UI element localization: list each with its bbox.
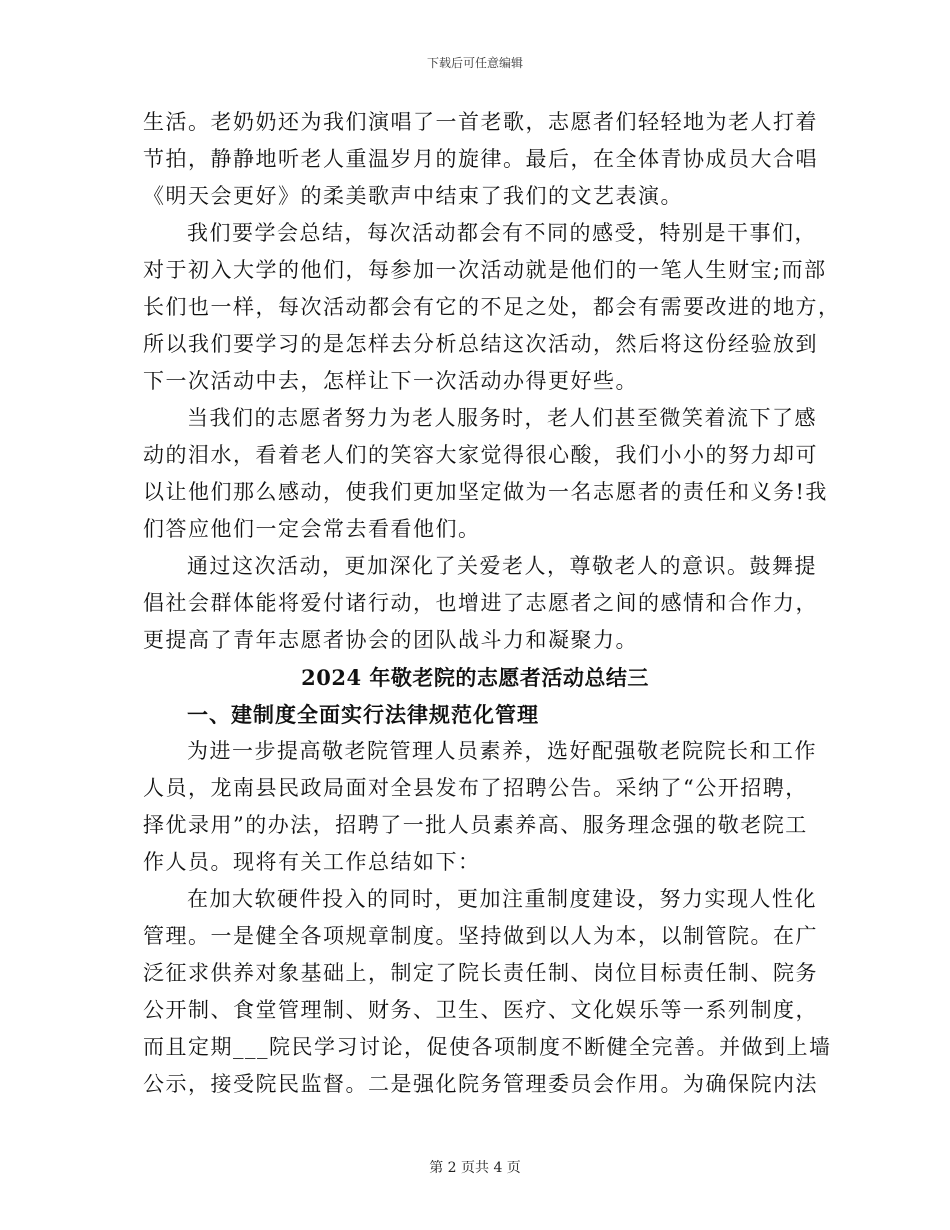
text-line: 节拍，静静地听老人重温岁月的旋律。最后，在全体青协成员大合唱 xyxy=(143,147,818,171)
text-line: 《明天会更好》的柔美歌声中结束了我们的文艺表演。 xyxy=(143,184,683,208)
section-title: 2024 年敬老院的志愿者活动总结三 xyxy=(301,665,649,690)
section-heading: 一、建制度全面实行法律规范化管理 xyxy=(187,702,539,727)
text-line: 更提高了青年志愿者协会的团队战斗力和凝聚力。 xyxy=(143,628,638,652)
text-line: 公示，接受院民监督。二是强化院务管理委员会作用。为确保院内法 xyxy=(143,1072,818,1096)
text-line: 择优录用”的办法，招聘了一批人员素养高、服务理念强的敬老院工 xyxy=(143,813,808,837)
text-line: 人员，龙南县民政局面对全县发布了招聘公告。采纳了“公开招聘， xyxy=(143,776,808,800)
text-line: 以让他们那么感动，使我们更加坚定做为一名志愿者的责任和义务!我 xyxy=(143,480,828,504)
text-line: 倡社会群体能将爱付诸行动，也增进了志愿者之间的感情和合作力， xyxy=(143,591,818,615)
text-line: 泛征求供养对象基础上，制定了院长责任制、岗位目标责任制、院务 xyxy=(143,961,818,985)
text-line: 管理。一是健全各项规章制度。坚持做到以人为本，以制管院。在广 xyxy=(143,924,818,948)
text-line: 我们要学会总结，每次活动都会有不同的感受，特别是干事们， xyxy=(187,221,817,245)
text-line: 对于初入大学的他们，每参加一次活动就是他们的一笔人生财宝;而部 xyxy=(143,258,827,282)
paragraph xyxy=(143,881,832,1103)
text-line: 当我们的志愿者努力为老人服务时，老人们甚至微笑着流下了感 xyxy=(187,406,817,430)
paragraph xyxy=(143,733,817,881)
text-line: 生活。老奶奶还为我们演唱了一首老歌，志愿者们轻轻地为老人打着 xyxy=(143,110,818,134)
text-line: 作人员。现将有关工作总结如下： xyxy=(143,850,481,874)
paragraph xyxy=(143,104,818,215)
paragraph xyxy=(143,400,828,548)
text-line: 下一次活动中去，怎样让下一次活动办得更好些。 xyxy=(143,369,638,393)
text-line: 动的泪水，看着老人们的笑容大家觉得很心酸，我们小小的努力却可 xyxy=(143,443,818,467)
document-body xyxy=(143,104,841,1103)
text-line: 长们也一样，每次活动都会有它的不足之处，都会有需要改进的地方， xyxy=(143,295,841,319)
paragraph xyxy=(143,215,841,400)
text-line: 公开制、食堂管理制、财务、卫生、医疗、文化娱乐等一系列制度， xyxy=(143,998,818,1022)
text-line: 通过这次活动，更加深化了关爱老人，尊敬老人的意识。鼓舞提 xyxy=(187,554,817,578)
text-line: 在加大软硬件投入的同时，更加注重制度建设，努力实现人性化 xyxy=(187,887,817,911)
page-header: 下载后可任意编辑 xyxy=(426,56,523,70)
text-line: 而且定期___院民学习讨论，促使各项制度不断健全完善。并做到上墙 xyxy=(143,1035,832,1059)
text-line: 所以我们要学习的是怎样去分析总结这次活动，然后将这份经验放到 xyxy=(143,332,818,356)
text-line: 们答应他们一定会常去看看他们。 xyxy=(143,517,481,541)
page-footer: 第 2 页共 4 页 xyxy=(429,1160,521,1176)
paragraph xyxy=(143,548,818,659)
text-line: 为进一步提高敬老院管理人员素养，选好配强敬老院院长和工作 xyxy=(187,739,817,763)
